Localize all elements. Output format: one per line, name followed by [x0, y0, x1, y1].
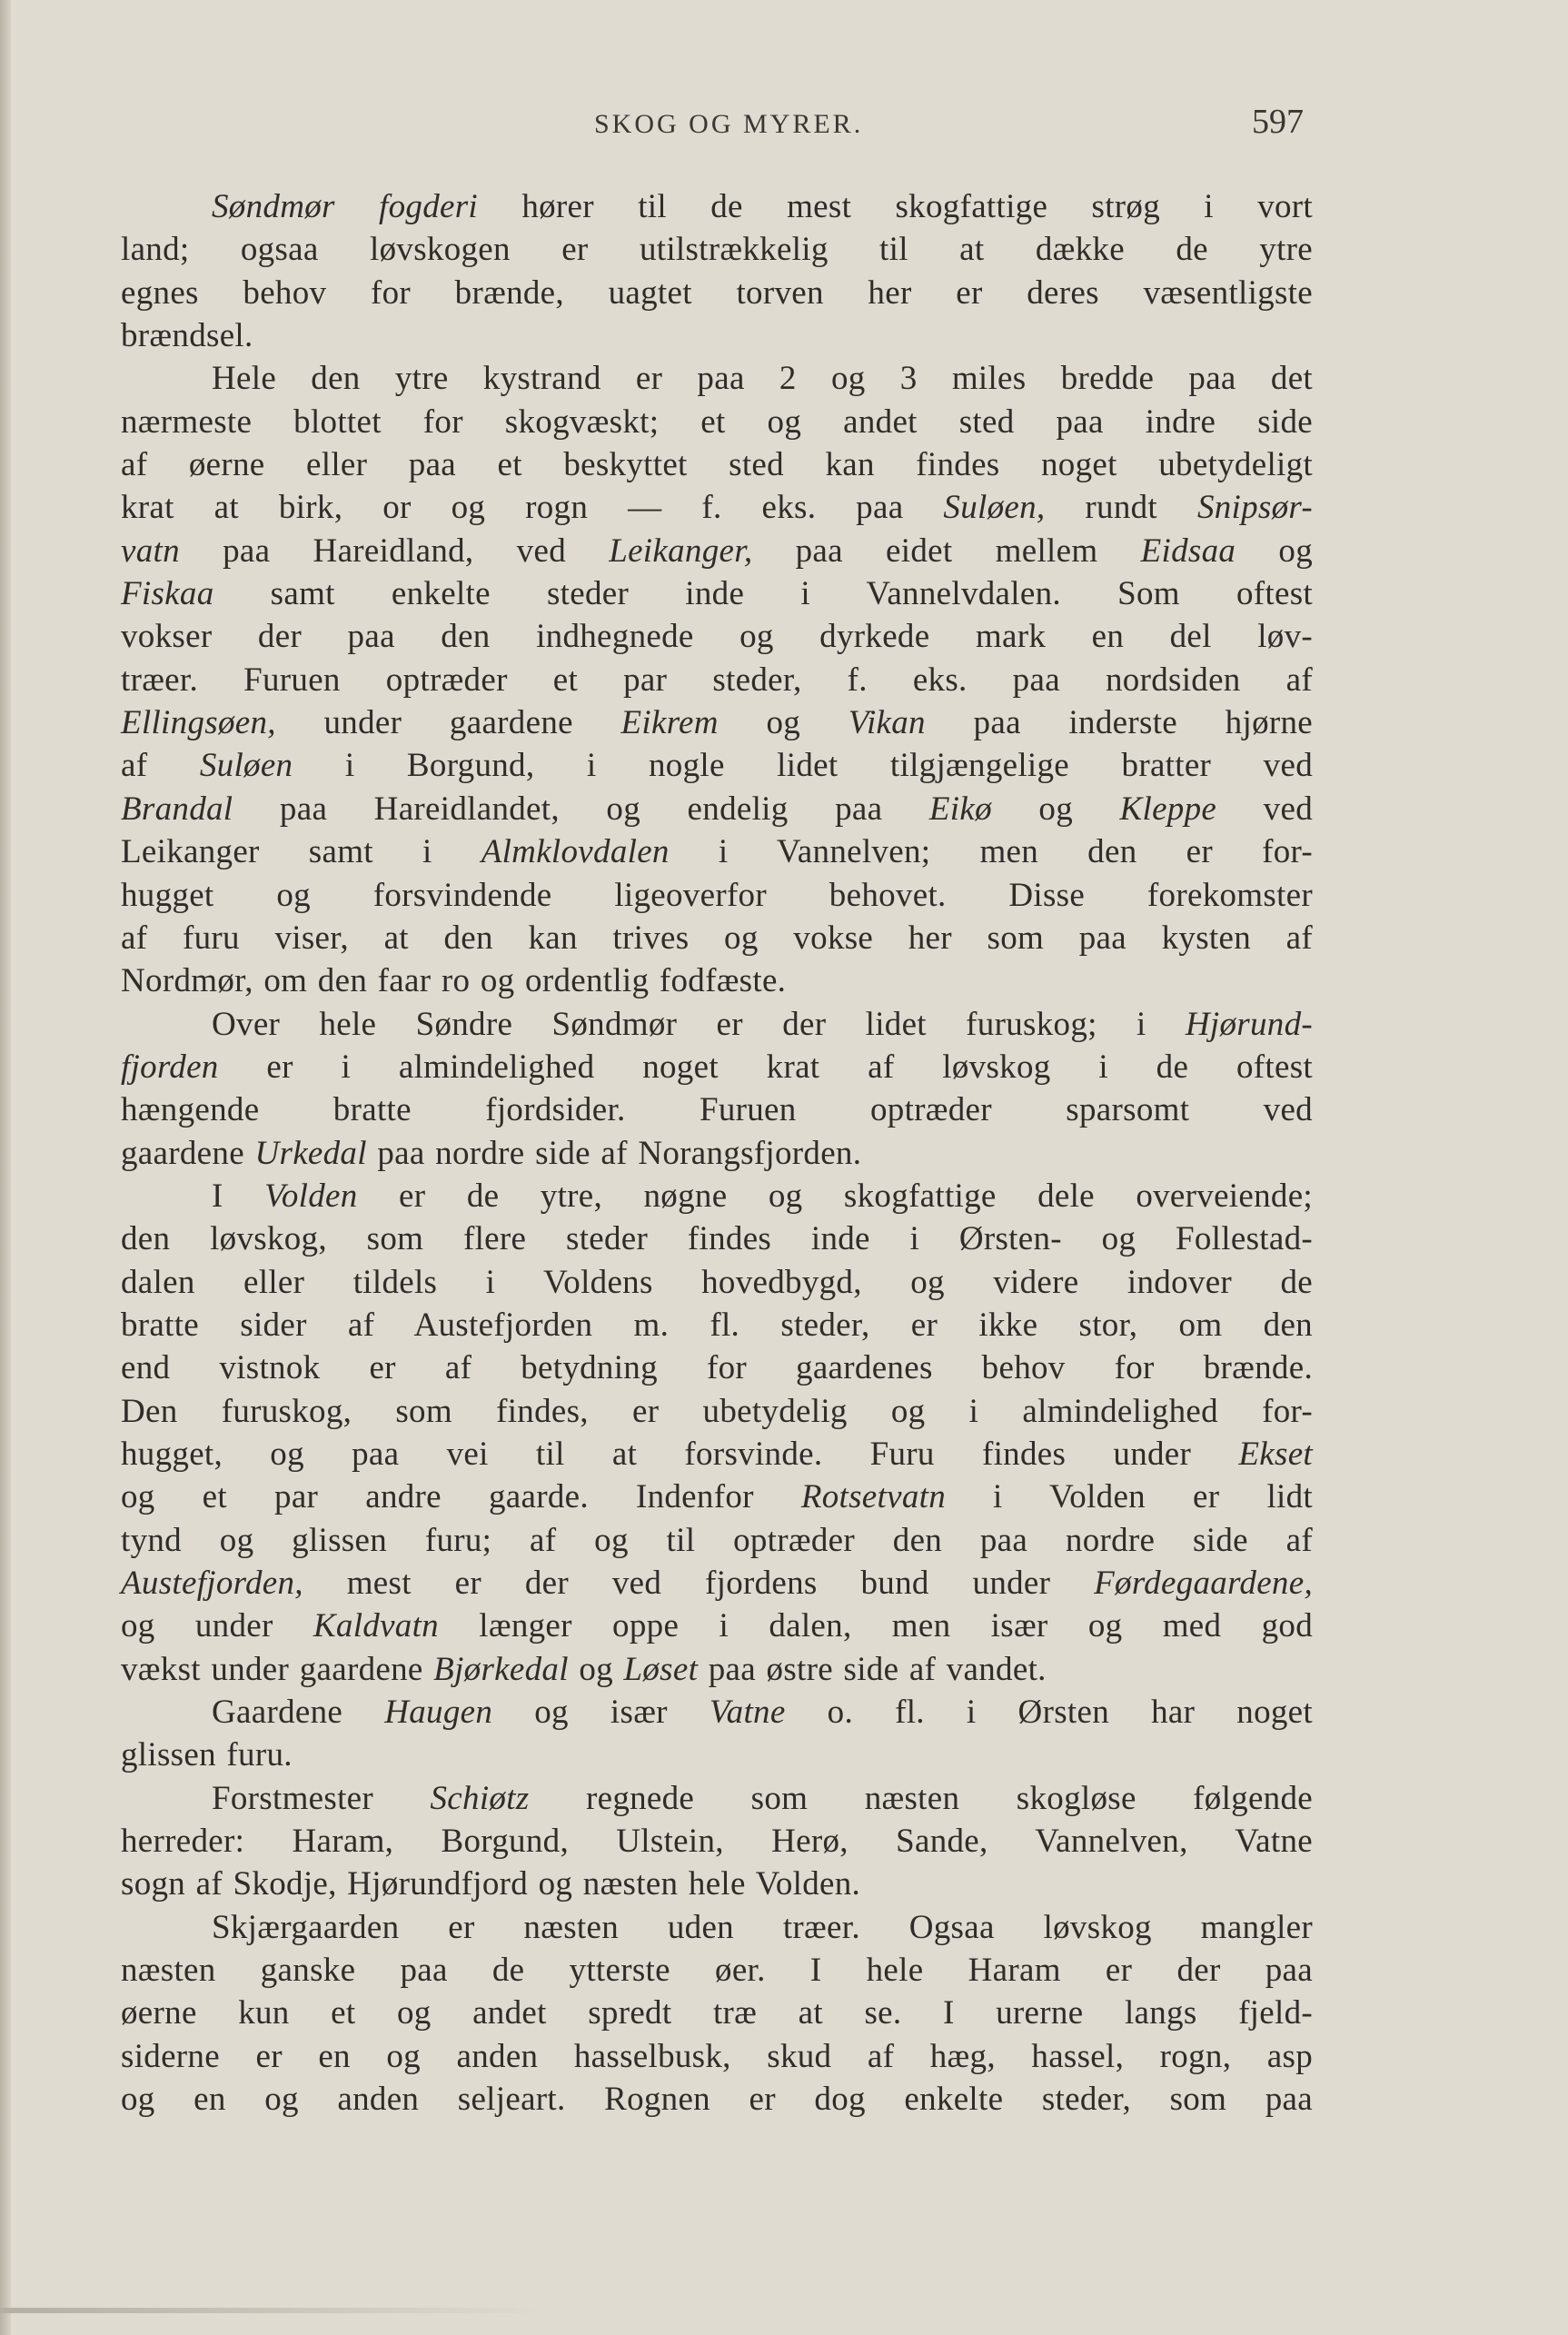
italic-name: Snipsør-	[1196, 489, 1314, 527]
italic-name: Haugen	[384, 1694, 493, 1732]
text-run: og	[1236, 532, 1314, 570]
italic-name: Førdegaardene,	[1094, 1565, 1313, 1602]
text-run: og	[991, 790, 1120, 828]
text-run: mest er der ved fjordens bund under	[303, 1565, 1095, 1602]
text-run: af øerne eller paa et beskyttet sted kan findes noget ubetydeligt	[121, 446, 1313, 484]
text-run: paa Hareidland, ved	[179, 532, 610, 570]
text-run: øerne kun et og andet spredt træ at se. I urerne langs fjeld-	[121, 1994, 1313, 2032]
text-run: paa inderste hjørne	[925, 704, 1314, 742]
page-header	[0, 102, 1568, 147]
text-line	[121, 1476, 1313, 1518]
italic-name: Søndmør fogderi	[212, 188, 479, 225]
text-run: og	[568, 1650, 624, 1688]
italic-name: Hjørund-	[1185, 1005, 1313, 1043]
text-run: Hele den ytre kystrand er paa 2 og 3 miles bredde paa det	[212, 360, 1313, 398]
text-run: Gaardene	[212, 1694, 385, 1732]
text-line	[121, 1648, 1313, 1691]
italic-name: Bjørkedal	[433, 1650, 569, 1688]
text-line	[121, 314, 1313, 357]
text-run: end vistnok er af betydning for gaardenes behov for brænde.	[121, 1349, 1313, 1387]
text-run: bratte sider af Austefjorden m. fl. steder, er ikke stor, om den	[121, 1306, 1313, 1344]
italic-name: Rotsetvatn	[800, 1478, 946, 1516]
italic-name: fjorden	[121, 1048, 219, 1086]
italic-name: Schiøtz	[430, 1779, 530, 1817]
text-run: siderne er en og anden hasselbusk, skud af hæg, hassel, rogn, asp	[121, 2037, 1313, 2075]
text-line	[121, 1390, 1313, 1433]
text-run: af	[121, 747, 200, 785]
text-run: og under	[121, 1607, 313, 1645]
text-run: I	[212, 1177, 265, 1215]
text-run: hugget og forsvindende ligeoverfor behovet. Disse forekomster	[121, 876, 1313, 914]
text-run: og en og anden seljeart. Rognen er dog enkelte steder, som paa	[121, 2081, 1313, 2119]
italic-name: Austefjorden,	[121, 1565, 303, 1602]
text-line	[121, 357, 1313, 400]
text-run: er i almindelighed noget krat af løvskog i de oftest	[218, 1048, 1313, 1086]
italic-name: Brandal	[121, 790, 233, 828]
text-line	[121, 1217, 1313, 1260]
text-line	[121, 1691, 1313, 1734]
italic-name: Ekset	[1238, 1435, 1313, 1473]
text-line	[121, 1175, 1313, 1217]
text-run: vækst under gaardene	[121, 1650, 434, 1688]
text-run: samt enkelte steder inde i Vannelvdalen. Som oftest	[213, 575, 1313, 613]
text-line	[121, 1304, 1313, 1346]
text-line	[121, 830, 1313, 873]
italic-name: Løset	[623, 1650, 699, 1688]
text-line	[121, 1734, 1313, 1776]
italic-name: Leikanger,	[609, 532, 753, 570]
text-run: paa østre side af vandet.	[698, 1650, 1047, 1688]
text-run: i Borgund, i nogle lidet tilgjængelige bratter ved	[293, 747, 1313, 785]
text-run: regnede som næsten skogløse følgende	[529, 1779, 1314, 1817]
text-line	[121, 788, 1313, 830]
text-run: glissen furu.	[121, 1736, 293, 1774]
text-run: dalen eller tildels i Voldens hovedbygd, og videre indover de	[121, 1263, 1313, 1301]
text-run: nærmeste blottet for skogvæskt; et og andet sted paa indre side	[121, 402, 1313, 441]
text-line	[121, 1261, 1313, 1304]
page-number: 597	[1252, 103, 1304, 141]
text-run: tynd og glissen furu; af og til optræder den paa nordre side af	[121, 1521, 1313, 1559]
text-line	[121, 1820, 1313, 1863]
text-line	[121, 1003, 1313, 1046]
text-line	[121, 1863, 1313, 1905]
text-run: Forstmester	[212, 1779, 431, 1817]
text-line	[121, 1433, 1313, 1476]
text-line	[121, 185, 1313, 228]
text-run: under gaardene	[275, 704, 621, 742]
italic-name: Eikø	[928, 790, 992, 828]
italic-name: Fiskaa	[121, 575, 214, 613]
text-line	[121, 272, 1313, 314]
text-line	[121, 1605, 1313, 1647]
text-run: ved	[1216, 790, 1313, 828]
italic-name: Vatne	[709, 1694, 786, 1732]
italic-name: Ellingsøen,	[121, 704, 276, 742]
text-line	[121, 486, 1313, 529]
text-run: land; ogsaa løvskogen er utilstrækkelig til at dække de ytre	[121, 231, 1313, 269]
text-run: brændsel.	[121, 317, 253, 355]
text-run: af furu viser, at den kan trives og vokse her som paa kysten af	[121, 919, 1313, 957]
text-line	[121, 1132, 1313, 1175]
text-line	[121, 2078, 1313, 2121]
text-run: og et par andre gaarde. Indenfor	[121, 1478, 801, 1516]
text-run: egnes behov for brænde, uagtet torven her er deres væsentligste	[121, 273, 1313, 312]
text-line	[121, 959, 1313, 1002]
italic-name: Volden	[264, 1177, 358, 1215]
italic-name: Kleppe	[1119, 790, 1217, 828]
text-run: paa nordre side af Norangsfjorden.	[366, 1134, 862, 1172]
text-run: hængende bratte fjordsider. Furuen optræder sparsomt ved	[121, 1091, 1313, 1129]
text-line	[121, 401, 1313, 443]
text-run: næsten ganske paa de ytterste øer. I hele Haram er der paa	[121, 1952, 1313, 1990]
text-run: paa Hareidlandet, og endelig paa	[233, 790, 929, 828]
text-run: o. fl. i Ørsten har noget	[785, 1694, 1313, 1732]
italic-name: Eikrem	[620, 704, 719, 742]
text-run: den løvskog, som flere steder findes inde i Ørsten- og Follestad-	[121, 1220, 1313, 1258]
text-run: Over hele Søndre Søndmør er der lidet furuskog; i	[212, 1005, 1186, 1043]
text-run: Skjærgaarden er næsten uden træer. Ogsaa løvskog mangler	[212, 1908, 1313, 1946]
text-line	[121, 1088, 1313, 1131]
text-run: gaardene	[121, 1134, 255, 1172]
text-run: herreder: Haram, Borgund, Ulstein, Herø, Sande, Vannelven, Vatne	[121, 1823, 1313, 1861]
italic-name: Urkedal	[254, 1134, 367, 1172]
text-line	[121, 2035, 1313, 2078]
text-line	[121, 1046, 1313, 1088]
text-line	[121, 572, 1313, 615]
text-run: længer oppe i dalen, men især og med god	[438, 1607, 1313, 1645]
text-line	[121, 1949, 1313, 1992]
text-line	[121, 1992, 1313, 2034]
italic-name: Eidsaa	[1140, 532, 1236, 570]
italic-name: Suløen	[199, 747, 293, 785]
text-line	[121, 1562, 1313, 1605]
italic-name: Vikan	[848, 704, 926, 742]
text-line	[121, 744, 1313, 787]
text-run: og	[718, 704, 849, 742]
text-run: og især	[492, 1694, 710, 1732]
text-line	[121, 659, 1313, 701]
text-run: Den furuskog, som findes, er ubetydelig og i almindelighed for-	[121, 1392, 1313, 1430]
italic-name: Kaldvatn	[313, 1607, 439, 1645]
text-line	[121, 530, 1313, 572]
italic-name: Almklovdalen	[481, 833, 670, 871]
running-title: SKOG OG MYRER.	[594, 109, 864, 139]
text-run: er de ytre, nøgne og skogfattige dele overveiende;	[357, 1177, 1314, 1215]
body-text	[121, 185, 1313, 2121]
text-run: paa eidet mellem	[752, 532, 1141, 570]
text-line	[121, 443, 1313, 486]
text-run: vokser der paa den indhegnede og dyrkede mark en del løv-	[121, 618, 1313, 656]
text-run: i Volden er lidt	[946, 1478, 1313, 1516]
page-binding-shadow	[0, 0, 11, 2335]
text-run: sogn af Skodje, Hjørundfjord og næsten hele Volden.	[121, 1865, 861, 1903]
page-bottom-shadow	[0, 2308, 545, 2313]
text-line	[121, 1777, 1313, 1820]
text-run: i Vannelven; men den er for-	[669, 833, 1313, 871]
text-run: hører til de mest skogfattige strøg i vort	[478, 188, 1313, 225]
text-line	[121, 917, 1313, 959]
text-line	[121, 701, 1313, 744]
italic-name: Suløen,	[943, 489, 1046, 527]
text-run: træer. Furuen optræder et par steder, f. eks. paa nordsiden af	[121, 661, 1313, 699]
text-run: rundt	[1045, 489, 1197, 527]
text-run: hugget, og paa vei til at forsvinde. Furu findes under	[121, 1435, 1239, 1473]
text-run: krat at birk, or og rogn — f. eks. paa	[121, 489, 944, 527]
italic-name: vatn	[121, 532, 180, 570]
text-run: Nordmør, om den faar ro og ordentlig fodfæste.	[121, 962, 787, 1000]
text-run: Leikanger samt i	[121, 833, 481, 871]
text-line	[121, 1519, 1313, 1562]
text-line	[121, 228, 1313, 271]
text-line	[121, 874, 1313, 917]
text-line	[121, 615, 1313, 658]
text-line	[121, 1906, 1313, 1949]
text-line	[121, 1346, 1313, 1389]
